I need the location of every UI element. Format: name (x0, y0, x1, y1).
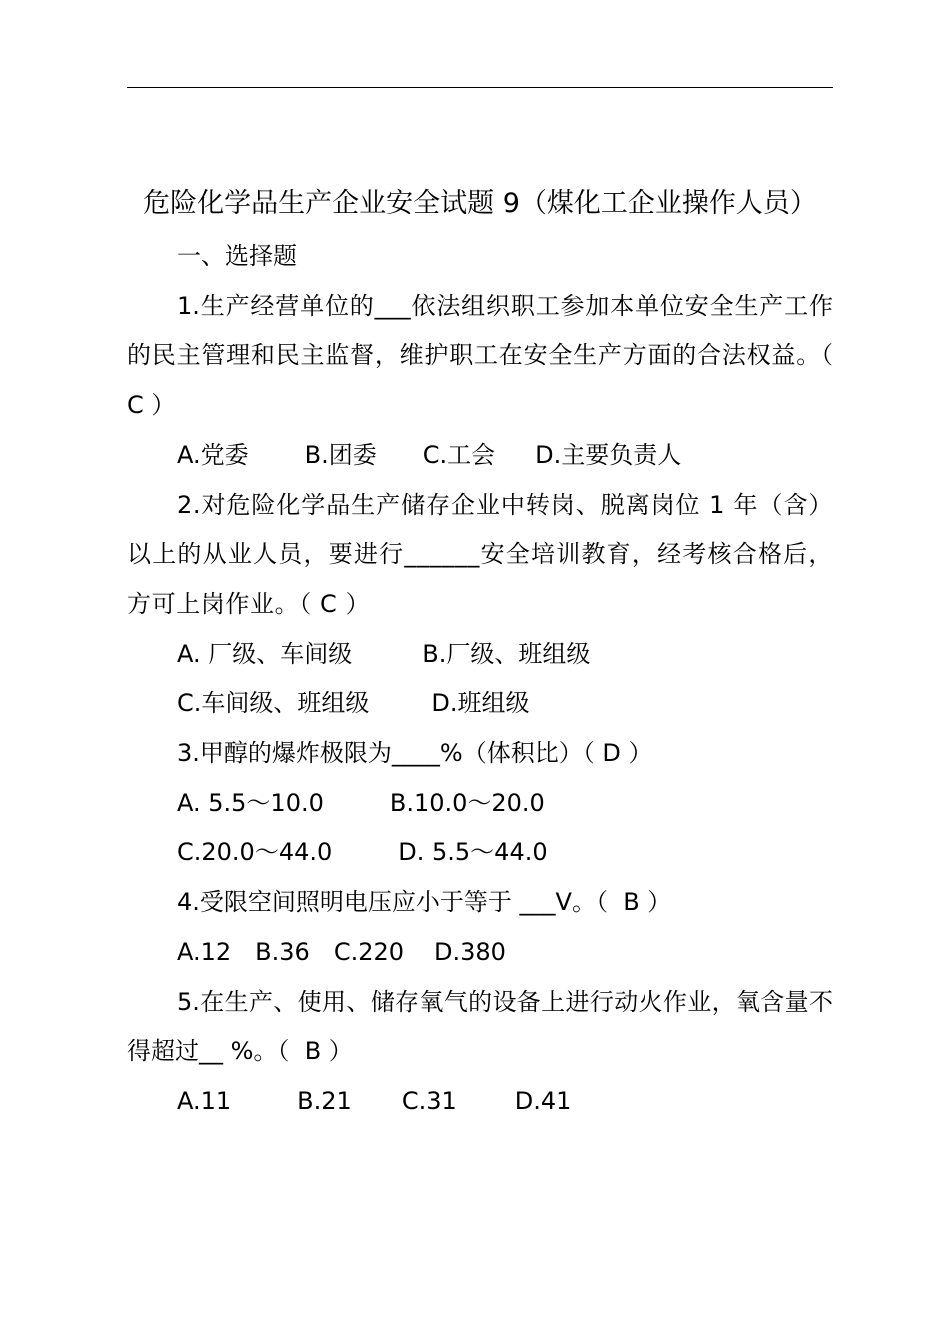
question-3-options-row-2 (127, 828, 833, 878)
question-1-options (127, 431, 833, 481)
option-b: B.团委 (304, 440, 377, 469)
option-c: C.220 (333, 937, 405, 966)
question-4-stem: 4.受限空间照明电压应小于等于 ___V。（ B ） (177, 888, 672, 917)
option-a: A.11 (177, 1086, 232, 1115)
question-1-stem: 1.生产经营单位的___依法组织职工参加本单位安全生产工作的民主管理和民主监督，维护职工在安全生产方面的合法权益。（ C ） (127, 291, 841, 420)
option-b: B.36 (255, 937, 310, 966)
option-d: D.380 (434, 937, 506, 966)
option-d: D. 5.5～44.0 (398, 838, 548, 867)
option-b: B.21 (297, 1086, 352, 1115)
question-2-stem: 2.对危险化学品生产储存企业中转岗、脱离岗位 1 年（含）以上的从业人员，要进行______安全培训教育，经考核合格后，方可上岗作业。（ C ） (127, 490, 833, 618)
question-2-options-row-1 (127, 630, 833, 680)
document-body (127, 178, 841, 1127)
option-a: A. 厂级、车间级 (177, 639, 353, 668)
question-4-options (127, 928, 833, 978)
question-5-options (127, 1077, 833, 1127)
option-d: D.主要负责人 (535, 440, 682, 469)
option-c: C.工会 (422, 440, 496, 469)
option-a: A. 5.5～10.0 (177, 788, 324, 817)
option-d: D.41 (514, 1086, 572, 1115)
option-c: C.31 (401, 1086, 457, 1115)
option-c: C.20.0～44.0 (177, 838, 333, 867)
option-d: D.班组级 (431, 689, 530, 718)
question-3-options-row-1 (127, 779, 833, 829)
option-b: B.10.0～20.0 (389, 788, 545, 817)
option-c: C.车间级、班组级 (177, 689, 370, 718)
header-rule (127, 87, 833, 88)
question-2-options-row-2 (127, 679, 833, 729)
question-3-stem: 3.甲醇的爆炸极限为____%（体积比）（ D ） (177, 739, 653, 768)
option-b: B.厂级、班组级 (422, 639, 591, 668)
question-5-stem: 5.在生产、使用、储存氧气的设备上进行动火作业，氧含量不得超过__ %。（ B ） (127, 987, 833, 1066)
document-title: 危险化学品生产企业安全试题 9（煤化工企业操作人员） (143, 188, 817, 219)
option-a: A.党委 (177, 440, 249, 469)
option-a: A.12 (177, 937, 232, 966)
section-heading: 一、选择题 (177, 242, 297, 270)
